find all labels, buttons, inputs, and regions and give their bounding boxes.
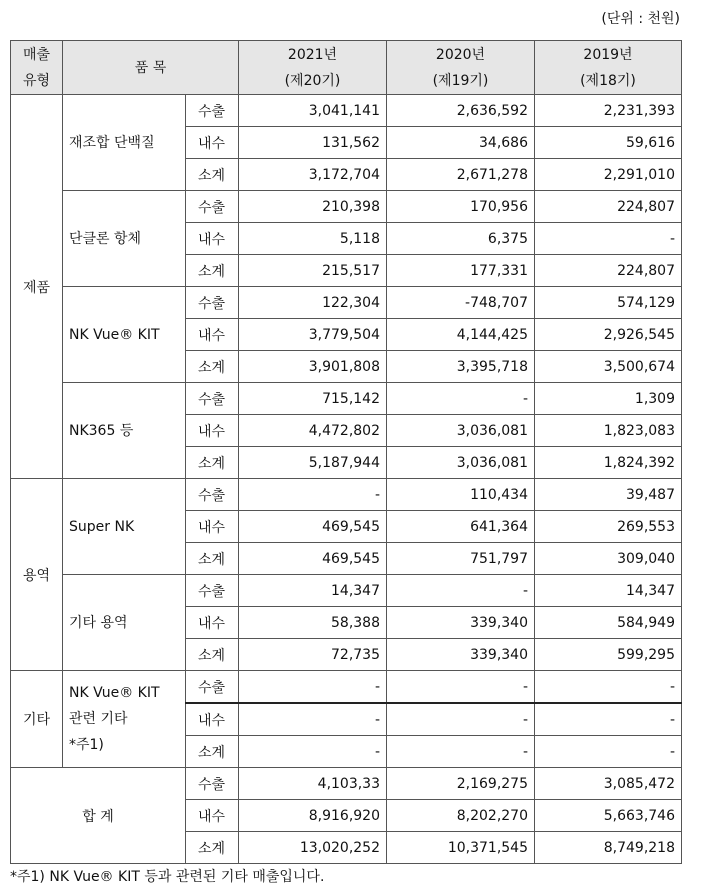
- row-label-cell: 소계: [186, 543, 239, 575]
- row-label-cell: 내수: [186, 607, 239, 639]
- row-label-cell: 수출: [186, 575, 239, 607]
- header-year-2021: 2021년 (제20기): [239, 41, 387, 95]
- value-cell: 2,671,278: [387, 159, 535, 191]
- value-cell: 339,340: [387, 607, 535, 639]
- value-cell: -748,707: [387, 287, 535, 319]
- value-cell: 122,304: [239, 287, 387, 319]
- value-cell: 3,395,718: [387, 351, 535, 383]
- row-label-cell: 소계: [186, 159, 239, 191]
- value-cell: -: [387, 575, 535, 607]
- value-cell: -: [239, 736, 387, 768]
- table-row: [11, 383, 682, 415]
- item-name-line: NK Vue® KIT: [69, 685, 160, 701]
- value-cell: 641,364: [387, 511, 535, 543]
- item-name-line: 단클론 항체: [69, 230, 142, 247]
- value-cell: 131,562: [239, 127, 387, 159]
- row-label-cell: 수출: [186, 768, 239, 800]
- item-name-cell: [63, 479, 186, 575]
- row-label-cell: 내수: [186, 127, 239, 159]
- value-cell: 599,295: [535, 639, 682, 671]
- row-label-cell: 수출: [186, 191, 239, 223]
- row-label-cell: 수출: [186, 287, 239, 319]
- value-cell: -: [535, 223, 682, 255]
- header-year-2019: 2019년 (제18기): [535, 41, 682, 95]
- row-label-cell: 내수: [186, 415, 239, 447]
- value-cell: 3,901,808: [239, 351, 387, 383]
- value-cell: 574,129: [535, 287, 682, 319]
- value-cell: 2,291,010: [535, 159, 682, 191]
- table-header: [11, 41, 682, 95]
- value-cell: 269,553: [535, 511, 682, 543]
- total-row: [11, 768, 682, 800]
- value-cell: 4,472,802: [239, 415, 387, 447]
- value-cell: 177,331: [387, 255, 535, 287]
- footnote: *주1) NK Vue® KIT 등과 관련된 기타 매출입니다.: [10, 869, 325, 885]
- value-cell: 14,347: [239, 575, 387, 607]
- item-name-line: 기타 용역: [69, 614, 128, 631]
- value-cell: 3,500,674: [535, 351, 682, 383]
- item-name-line: *주1): [69, 737, 104, 753]
- table-row: [11, 287, 682, 319]
- value-cell: -: [387, 736, 535, 768]
- item-name-cell: [63, 95, 186, 191]
- value-cell: 469,545: [239, 543, 387, 575]
- row-label-cell: 수출: [186, 383, 239, 415]
- table-body: [11, 95, 682, 864]
- value-cell: 3,779,504: [239, 319, 387, 351]
- value-cell: 584,949: [535, 607, 682, 639]
- value-cell: -: [535, 736, 682, 768]
- value-cell: 8,916,920: [239, 800, 387, 832]
- value-cell: 1,309: [535, 383, 682, 415]
- table-row: [11, 479, 682, 511]
- value-cell: 3,085,472: [535, 768, 682, 800]
- value-cell: 224,807: [535, 255, 682, 287]
- value-cell: 8,202,270: [387, 800, 535, 832]
- item-name-line: NK Vue® KIT: [69, 326, 160, 343]
- value-cell: 210,398: [239, 191, 387, 223]
- value-cell: 5,663,746: [535, 800, 682, 832]
- value-cell: 72,735: [239, 639, 387, 671]
- item-name-line: 관련 기타: [69, 711, 128, 727]
- value-cell: 4,144,425: [387, 319, 535, 351]
- value-cell: -: [535, 671, 682, 704]
- category-cell: 용역: [11, 479, 63, 671]
- row-label-cell: 소계: [186, 736, 239, 768]
- item-name-cell: [63, 287, 186, 383]
- value-cell: 14,347: [535, 575, 682, 607]
- value-cell: 4,103,33: [239, 768, 387, 800]
- item-name-cell: [63, 383, 186, 479]
- row-label-cell: 내수: [186, 319, 239, 351]
- value-cell: 5,118: [239, 223, 387, 255]
- row-label-cell: 내수: [186, 223, 239, 255]
- header-item: 품 목: [63, 41, 239, 95]
- value-cell: 170,956: [387, 191, 535, 223]
- category-cell: 기타: [11, 671, 63, 768]
- row-label-cell: 수출: [186, 671, 239, 704]
- item-name-cell: [63, 191, 186, 287]
- value-cell: 3,172,704: [239, 159, 387, 191]
- value-cell: 8,749,218: [535, 832, 682, 864]
- value-cell: 2,926,545: [535, 319, 682, 351]
- row-label-cell: 내수: [186, 703, 239, 736]
- value-cell: 58,388: [239, 607, 387, 639]
- value-cell: 309,040: [535, 543, 682, 575]
- value-cell: 224,807: [535, 191, 682, 223]
- table-row: [11, 575, 682, 607]
- value-cell: -: [239, 703, 387, 736]
- value-cell: 39,487: [535, 479, 682, 511]
- value-cell: 1,823,083: [535, 415, 682, 447]
- value-cell: -: [239, 671, 387, 704]
- value-cell: -: [387, 671, 535, 704]
- value-cell: -: [239, 479, 387, 511]
- value-cell: 1,824,392: [535, 447, 682, 479]
- value-cell: 3,041,141: [239, 95, 387, 127]
- category-cell: 제품: [11, 95, 63, 479]
- row-label-cell: 내수: [186, 800, 239, 832]
- header-year-2020: 2020년 (제19기): [387, 41, 535, 95]
- value-cell: 3,036,081: [387, 415, 535, 447]
- item-name-cell: [63, 575, 186, 671]
- row-label-cell: 내수: [186, 511, 239, 543]
- total-label-cell: 합 계: [11, 768, 186, 864]
- row-label-cell: 소계: [186, 447, 239, 479]
- value-cell: 469,545: [239, 511, 387, 543]
- value-cell: 5,187,944: [239, 447, 387, 479]
- value-cell: 34,686: [387, 127, 535, 159]
- header-type: 매출 유형: [11, 41, 63, 95]
- row-label-cell: 소계: [186, 832, 239, 864]
- value-cell: 110,434: [387, 479, 535, 511]
- value-cell: 10,371,545: [387, 832, 535, 864]
- value-cell: 2,169,275: [387, 768, 535, 800]
- table-row: [11, 671, 682, 704]
- item-name-cell: [63, 671, 186, 768]
- row-label-cell: 소계: [186, 351, 239, 383]
- value-cell: 751,797: [387, 543, 535, 575]
- value-cell: 2,231,393: [535, 95, 682, 127]
- item-name-line: NK365 등: [69, 422, 134, 439]
- value-cell: -: [387, 383, 535, 415]
- row-label-cell: 소계: [186, 255, 239, 287]
- value-cell: 3,036,081: [387, 447, 535, 479]
- value-cell: 13,020,252: [239, 832, 387, 864]
- sales-table: [10, 40, 682, 864]
- item-name-line: Super NK: [69, 518, 135, 535]
- table-row: [11, 95, 682, 127]
- value-cell: 715,142: [239, 383, 387, 415]
- value-cell: -: [387, 703, 535, 736]
- row-label-cell: 수출: [186, 479, 239, 511]
- row-label-cell: 소계: [186, 639, 239, 671]
- value-cell: 215,517: [239, 255, 387, 287]
- value-cell: 2,636,592: [387, 95, 535, 127]
- row-label-cell: 수출: [186, 95, 239, 127]
- value-cell: 6,375: [387, 223, 535, 255]
- table-row: [11, 191, 682, 223]
- unit-note: (단위 : 천원): [601, 11, 680, 27]
- value-cell: -: [535, 703, 682, 736]
- value-cell: 339,340: [387, 639, 535, 671]
- value-cell: 59,616: [535, 127, 682, 159]
- item-name-line: 재조합 단백질: [69, 134, 155, 151]
